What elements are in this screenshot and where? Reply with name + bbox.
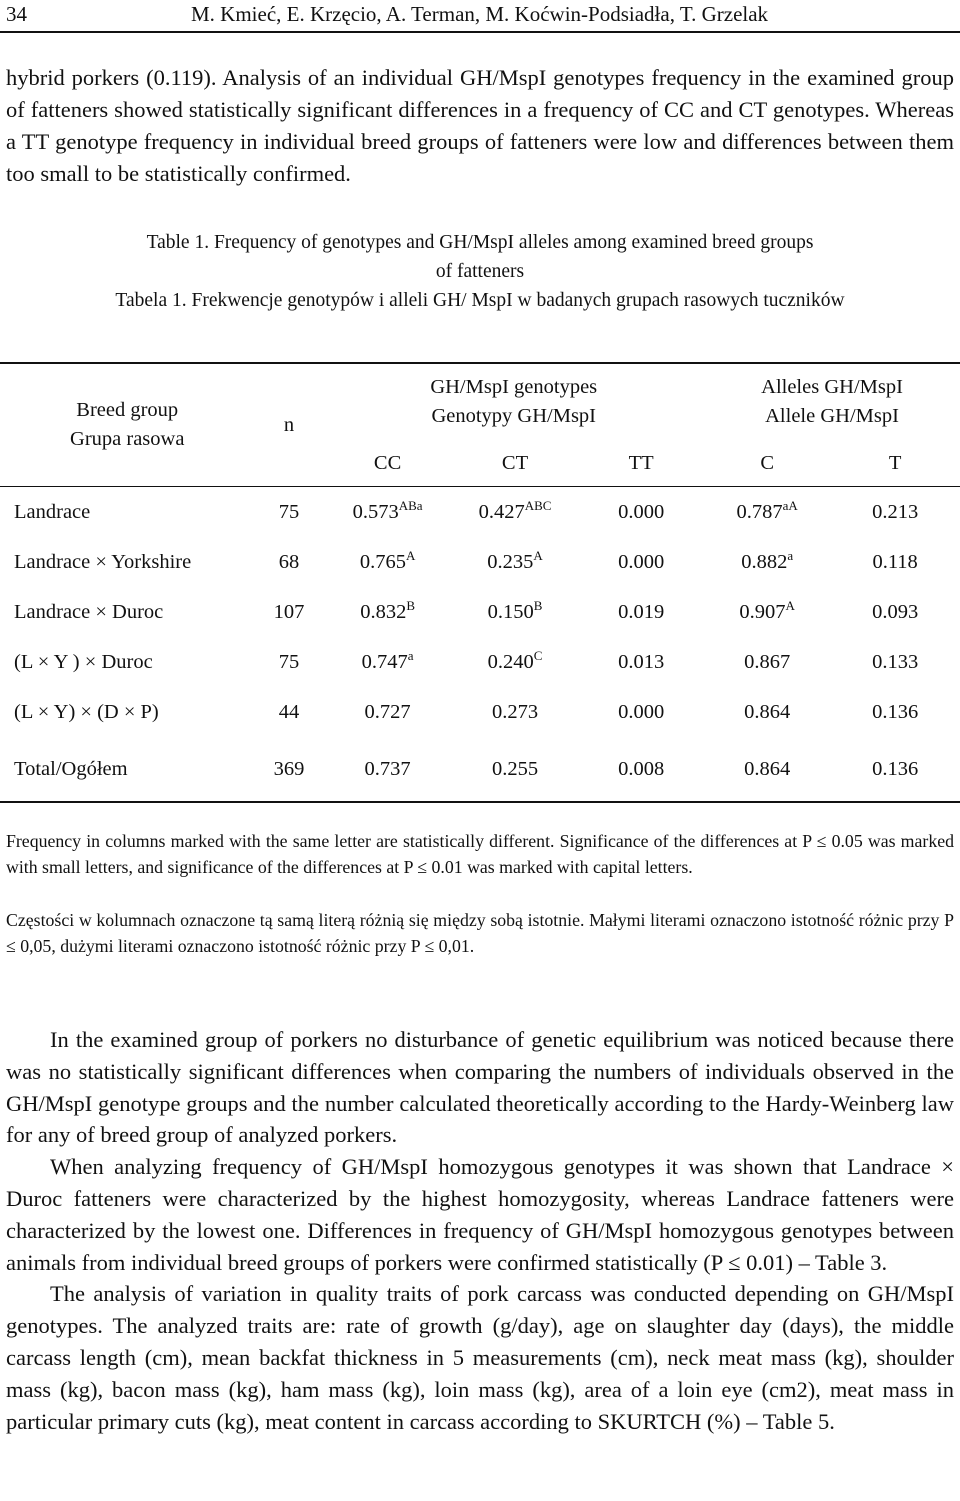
- cell-tt: 0.000: [618, 550, 665, 573]
- cell-ct: [452, 487, 579, 538]
- cell-tt: 0.000: [618, 700, 665, 723]
- col-header-tt: TT: [628, 451, 654, 474]
- cell-c-value: 0.882: [741, 550, 788, 573]
- cell-ct-value: 0.240: [487, 650, 534, 673]
- cell-cc: [323, 587, 451, 637]
- cell-t: 0.136: [830, 737, 960, 802]
- cell-n: 107: [273, 600, 305, 623]
- header-genotypes-en: GH/MspI genotypes: [430, 376, 598, 398]
- cell-ct-significance: B: [533, 597, 543, 613]
- col-header-ct: CT: [501, 451, 529, 474]
- cell-cc-value: 0.747: [361, 650, 408, 673]
- table-caption-pl: Tabela 1. Frekwencje genotypów i alleli GH/ MspI w badanych grupach rasowych tuczników: [115, 290, 845, 311]
- table-note-pl: Częstości w kolumnach oznaczone tą samą literą różnią się między sobą istotnie. Małymi literami oznaczono istotność różnic przy P ≤ 0,05, dużymi literami oznaczono istotność różnic przy P ≤ 0,01.: [6, 910, 954, 956]
- cell-c: [704, 587, 830, 637]
- body-paragraph: In the examined group of porkers no disturbance of genetic equilibrium was noticed because there was no statistically significant differences when comparing the numbers of individuals observed in the GH/MspI genotype groups and the number calculated theoretically according to the Hardy-Weinberg law for any of breed group of analyzed porkers.: [6, 1027, 954, 1148]
- header-authors: M. Kmieć, E. Krzęcio, A. Terman, M. Koćwin-Podsiadła, T. Grzelak: [191, 2, 769, 26]
- table-note-en: Frequency in columns marked with the same letter are statistically different. Significance of the differences at P ≤ 0.05 was marked with small letters, and significance of the differences at P ≤ 0.01 was marked with capital letters.: [6, 831, 954, 877]
- cell-t: 0.136: [872, 700, 919, 723]
- cell-n: 44: [278, 700, 300, 723]
- header-rule: [0, 31, 960, 33]
- cell-breed-group: Landrace: [0, 487, 254, 538]
- cell-c-significance: A: [785, 597, 795, 613]
- cell-cc: 0.727: [364, 700, 411, 723]
- cell-ct-value: 0.150: [487, 600, 534, 623]
- table-header-row: [0, 363, 960, 440]
- cell-ct-value: 0.235: [487, 550, 534, 573]
- cell-cc: [323, 537, 451, 587]
- cell-breed-group: Landrace × Yorkshire: [14, 550, 192, 573]
- cell-cc-significance: A: [405, 547, 416, 563]
- cell-c-significance: a: [787, 547, 794, 563]
- table-caption-en-line2: of fatteners: [435, 261, 525, 282]
- cell-ct: [452, 537, 579, 587]
- cell-tt: 0.013: [618, 650, 665, 673]
- cell-cc-value: 0.573: [352, 500, 399, 523]
- col-header-t: T: [888, 451, 902, 474]
- cell-cc: 0.737: [323, 737, 451, 802]
- cell-cc: [323, 487, 451, 538]
- table-row: [0, 487, 960, 538]
- cell-ct: 0.273: [491, 700, 539, 723]
- cell-ct: [452, 587, 579, 637]
- cell-breed-group: Landrace × Duroc: [14, 600, 164, 623]
- cell-t: 0.213: [830, 487, 960, 538]
- paragraph-intro: hybrid porkers (0.119). Analysis of an individual GH/MspI genotypes frequency in the examined group of fatteners showed statistically significant differences in a frequency of CC and CT genotypes. Whereas a TT genotype frequency in individual breed groups of fatteners were low and differences between them too small to be statistically confirmed.: [6, 65, 954, 186]
- header-breed-group: [0, 363, 254, 487]
- cell-n: 68: [278, 550, 300, 573]
- cell-c-value: 0.787: [736, 500, 783, 523]
- cell-cc: [323, 637, 451, 687]
- cell-tt: 0.008: [578, 737, 704, 802]
- cell-ct-significance: ABC: [524, 497, 552, 513]
- body-text: [6, 1024, 954, 1437]
- table-caption-en: [0, 228, 960, 286]
- cell-ct-significance: C: [533, 647, 543, 663]
- genotype-frequency-table: [0, 362, 960, 803]
- header-alleles-en: Alleles GH/MspI: [761, 376, 903, 398]
- body-paragraph: When analyzing frequency of GH/MspI homozygous genotypes it was shown that Landrace × Duroc fatteners were characterized by the highest homozygosity, whereas Landrace fatteners were characterized by the lowest one. Differences in frequency of GH/MspI homozygous genotypes between animals from individual breed groups of porkers were confirmed statistically (P ≤ 0.01) – Table 3.: [6, 1154, 954, 1275]
- cell-ct: 0.255: [452, 737, 579, 802]
- header-n: n: [254, 363, 323, 487]
- cell-breed-group: (L × Y) × (D × P): [14, 700, 159, 723]
- cell-cc-value: 0.765: [359, 550, 406, 573]
- cell-ct-value: 0.427: [478, 500, 525, 523]
- cell-tt: 0.000: [578, 487, 704, 538]
- table-row: [0, 537, 960, 587]
- table-row-total: [0, 737, 960, 802]
- cell-n: 75: [278, 650, 300, 673]
- table-row: [0, 587, 960, 637]
- table-row: [0, 687, 960, 737]
- cell-c: 0.864: [744, 700, 791, 723]
- header-genotypes-pl: Genotypy GH/MspI: [431, 405, 597, 427]
- cell-cc-significance: ABa: [398, 497, 423, 513]
- header-breed-group-en: Breed group: [76, 399, 179, 421]
- col-header-c: C: [760, 451, 774, 474]
- cell-n: 369: [254, 737, 323, 802]
- cell-cc-value: 0.832: [360, 600, 407, 623]
- cell-n: 75: [254, 487, 323, 538]
- cell-breed-group: Total/Ogółem: [0, 737, 254, 802]
- cell-c: 0.864: [704, 737, 830, 802]
- table-caption-en-line1: Table 1. Frequency of genotypes and GH/MspI alleles among examined breed groups: [146, 232, 814, 253]
- header-genotypes: [323, 363, 704, 440]
- cell-ct: [452, 637, 579, 687]
- running-header: [6, 2, 954, 28]
- cell-ct-significance: A: [533, 547, 543, 563]
- body-paragraph: The analysis of variation in quality traits of pork carcass was conducted depending on GH/MspI genotypes. The analyzed traits are: rate of growth (g/day), age on slaughter day (days), the middle carcass length (cm), mean backfat thickness in 5 measurements (cm), neck meat mass (kg), shoulder mass (kg), bacon mass (kg), ham mass (kg), loin mass (kg), area of a loin eye (cm2), meat mass in particular primary cuts (kg), meat content in carcass according to SKURTCH (%) – Table 5.: [6, 1281, 954, 1434]
- cell-c: [704, 487, 830, 538]
- cell-cc-significance: a: [407, 647, 414, 663]
- col-header-cc: CC: [373, 451, 402, 474]
- cell-cc-significance: B: [406, 597, 415, 613]
- cell-tt: 0.019: [618, 600, 665, 623]
- header-breed-group-pl: Grupa rasowa: [70, 428, 185, 450]
- cell-t: 0.093: [872, 600, 919, 623]
- cell-c: [704, 537, 830, 587]
- header-alleles-pl: Allele GH/MspI: [765, 405, 899, 427]
- cell-t: 0.118: [872, 550, 918, 573]
- cell-t: 0.133: [872, 650, 919, 673]
- page-number: 34: [6, 2, 27, 26]
- cell-c-value: 0.907: [739, 600, 786, 623]
- cell-c-significance: aA: [782, 497, 798, 513]
- cell-breed-group: (L × Y ) × Duroc: [14, 650, 153, 673]
- cell-c: 0.867: [744, 650, 791, 673]
- header-alleles: [704, 363, 960, 440]
- table-row: [0, 637, 960, 687]
